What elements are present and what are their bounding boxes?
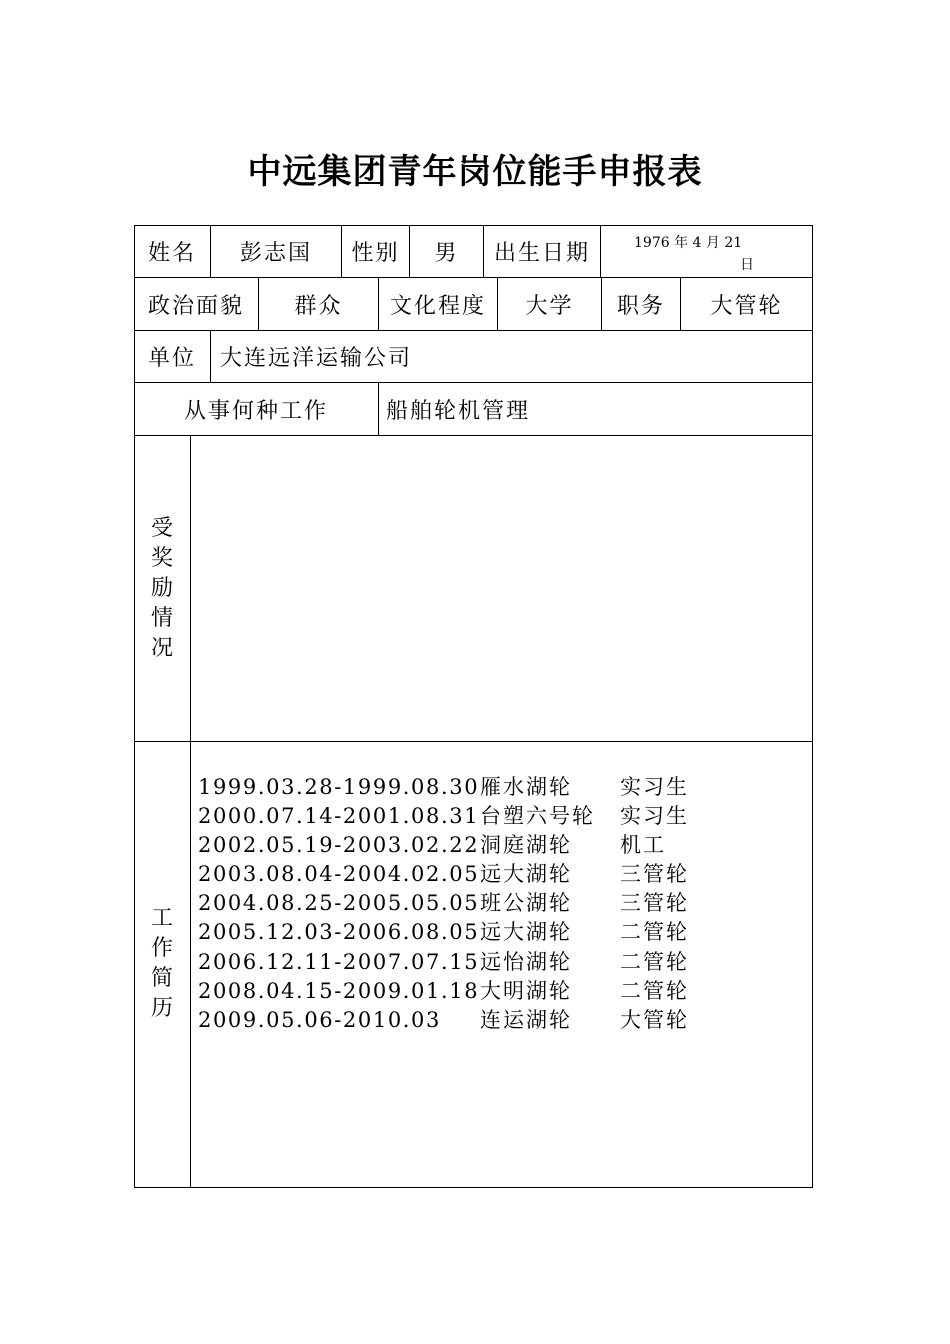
label-char: 奖 [150,545,173,571]
birth-date-value [602,227,812,277]
history-ship: 远大湖轮 [480,862,572,887]
label-char: 励 [150,575,173,601]
work-history-label [134,742,190,1186]
politics-value: 群众 [294,293,343,319]
history-ship: 台塑六号轮 [480,804,595,829]
birth-date-line2: 日 [740,257,754,273]
education-label: 文化程度 [389,293,486,319]
history-dates: 2008.04.15-2009.01.18 [198,978,480,1003]
history-ship: 洞庭湖轮 [480,833,572,858]
history-ship: 远大湖轮 [480,920,572,945]
history-post: 三管轮 [620,891,689,916]
history-dates: 2009.05.06-2010.03 [198,1007,441,1032]
birth-date-label: 出生日期 [493,240,590,266]
cell-divider [378,382,379,435]
row-divider [134,741,813,742]
gender-value: 男 [434,240,459,266]
history-post: 大管轮 [620,1007,689,1032]
history-post: 二管轮 [620,978,689,1003]
label-char: 情 [150,605,173,631]
name-value: 彭志国 [239,240,312,266]
name-label: 姓名 [147,240,196,266]
birth-date-line1: 1976 年 4 月 21 [634,235,743,251]
history-dates: 2004.08.25-2005.05.05 [198,891,480,916]
label-char: 作 [150,936,173,961]
position-value: 大管轮 [710,293,783,319]
gender-label: 性别 [351,240,400,266]
history-ship: 大明湖轮 [480,978,572,1003]
history-post: 实习生 [620,804,689,829]
history-post: 机工 [620,833,666,858]
history-post: 实习生 [620,775,689,799]
application-form [134,225,813,1188]
history-dates: 2002.05.19-2003.02.22 [198,833,480,858]
unit-value: 大连远洋运输公司 [220,346,413,371]
label-char: 工 [150,906,173,931]
label-char: 简 [150,966,173,991]
label-char: 历 [150,996,173,1021]
history-post: 二管轮 [620,949,689,974]
history-dates: 2006.12.11-2007.07.15 [198,949,480,974]
history-ship: 班公湖轮 [480,891,572,916]
cell-divider [600,225,601,277]
awards-content [191,436,812,741]
work-type-label: 从事何种工作 [183,398,328,424]
form-title: 中远集团青年岗位能手申报表 [247,152,703,192]
label-char: 受 [150,515,173,541]
history-dates: 1999.03.28-1999.08.30 [198,775,480,799]
unit-label: 单位 [147,346,196,371]
position-label: 职务 [616,293,665,319]
history-ship: 连运湖轮 [480,1007,572,1032]
history-ship: 远怡湖轮 [480,949,572,974]
awards-label [134,436,190,741]
work-type-value: 船舶轮机管理 [386,398,531,424]
history-dates: 2003.08.04-2004.02.05 [198,862,480,887]
history-post: 三管轮 [620,862,689,887]
history-dates: 2005.12.03-2006.08.05 [198,920,480,945]
politics-label: 政治面貌 [147,293,244,319]
history-ship: 雁水湖轮 [480,775,572,799]
history-post: 二管轮 [620,920,689,945]
cell-divider [210,330,211,382]
label-char: 况 [150,635,173,661]
education-value: 大学 [525,293,574,319]
history-dates: 2000.07.14-2001.08.31 [198,804,480,829]
